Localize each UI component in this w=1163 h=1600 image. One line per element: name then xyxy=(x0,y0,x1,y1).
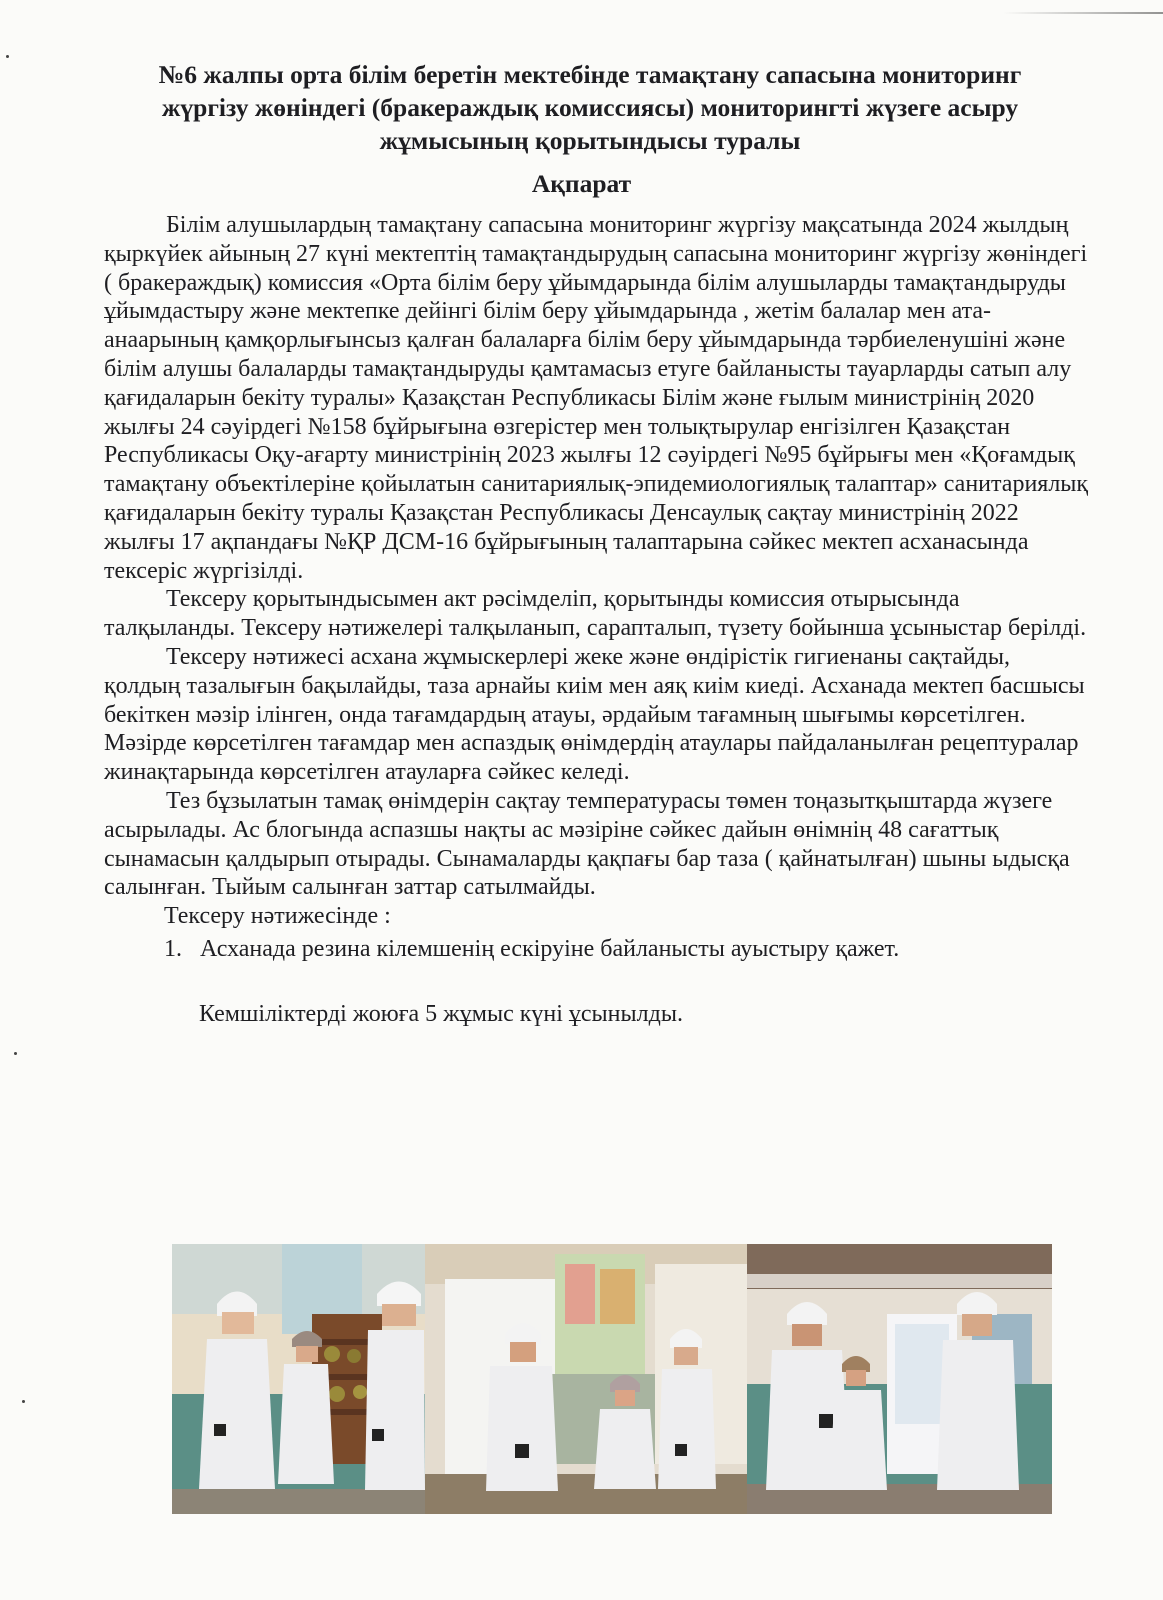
list-item-number: 1. xyxy=(164,935,182,962)
scan-speck xyxy=(14,1052,17,1055)
deadline-note: Кемшіліктерді жоюға 5 жұмыс күні ұсынылды. xyxy=(199,1000,683,1027)
results-heading: Тексеру нәтижесінде : xyxy=(164,903,391,930)
photo-staff-near-window xyxy=(425,1244,747,1514)
document-title: №6 жалпы орта білім беретін мектебінде тамақтану сапасына мониторинг жүргізу жөніндегі (бракераждық комиссиясы) мониторингті жүзеге асыру жұмысының қорытындысы туралы xyxy=(158,60,1022,155)
document-body xyxy=(104,211,1089,1029)
paragraph: Тексеру қорытындысымен акт рәсімделіп, қорытынды комиссия отырысында талқыланды. Тексеру нәтижелері талқыланып, сарапталып, түзету бойынша ұсыныстар берілді. xyxy=(104,586,1087,642)
paragraph: Тексеру нәтижесі асхана жұмыскерлері жеке және өндірістік гигиенаны сақтайды, қолдың тазалығын бақылайды, таза арнайы киім мен аяқ киім киеді. Асханада мектеп басшысы бекіткен мәзір ілінген, онда тағамдардың атауы, әрдайым тағамның шығымы көрсетілген. Мәзірде көрсетілген тағамдар мен аспаздық өнімдердің атаулары пайдаланылған рецептуралар жинақтарында көрсетілген атауларға сәйкес келеді. xyxy=(104,643,1085,786)
inspection-photo-collage xyxy=(172,1244,1052,1514)
scan-speck xyxy=(6,55,9,58)
list-item xyxy=(104,935,1089,964)
photo-staff-near-refrigerator xyxy=(747,1244,1052,1514)
document-subtitle: Ақпарат xyxy=(531,169,632,198)
photo-staff-at-shelf xyxy=(172,1244,425,1514)
scan-artifact-line xyxy=(1003,12,1163,14)
paragraph: Білім алушылардың тамақтану сапасына мониторинг жүргізу мақсатында 2024 жылдың қыркүйек айының 27 күні мектептің тамақтандырудың сапасына мониторинг жүргізу жөніндегі ( бракераждық) комиссия «Орта білім беру ұйымдарында білім алушыларды тамақтандыруды ұйымдастыру және мектепке дейінгі білім беру ұйымдарында , жетім балалар мен ата-анаарының қамқорлығынсыз қалған балаларға білім беру ұйымдарында тәрбиеленушіні және білім алушы балаларды тамақтандыруды қамтамасыз етуге байланысты тауарларды сатып алу қағидаларын бекіту туралы» Қазақстан Республикасы Білім және ғылым министрінің 2020 жылғы 24 сәуірдегі №158 бұйрығына өзгерістер мен толықтырулар енгізілген Қазақстан Республикасы Оқу-ағарту министрінің 2023 жылғы 12 сәуірдегі №95 бұйрығы мен «Қоғамдық тамақтану объектілеріне қойылатын санитариялық-эпидемиологиялық талаптар» санитариялық қағидаларын бекіту туралы Қазақстан Республикасы Денсаулық сақтау министрінің 2022 жылғы 17 ақпандағы №ҚР ДСМ-16 бұйрығының талаптарына сәйкес мектеп асханасында тексеріс жүргізілді. xyxy=(104,212,1089,584)
list-item-text: Асханада резина кілемшенің ескіруіне байланысты ауыстыру қажет. xyxy=(200,935,900,962)
paragraph: Тез бұзылатын тамақ өнімдерін сақтау температурасы төмен тоңазытқыштарда жүзеге асырылады. Ас блогында аспазшы нақты ас мәзіріне сәйкес дайын өнімнің 48 сағаттық сынамасын қалдырып отырады. Сынамаларды қақпағы бар таза ( қайнатылған) шыны ыдысқа салынған. Тыйым салынған заттар сатылмайды. xyxy=(104,787,1070,901)
scan-speck xyxy=(22,1400,25,1403)
